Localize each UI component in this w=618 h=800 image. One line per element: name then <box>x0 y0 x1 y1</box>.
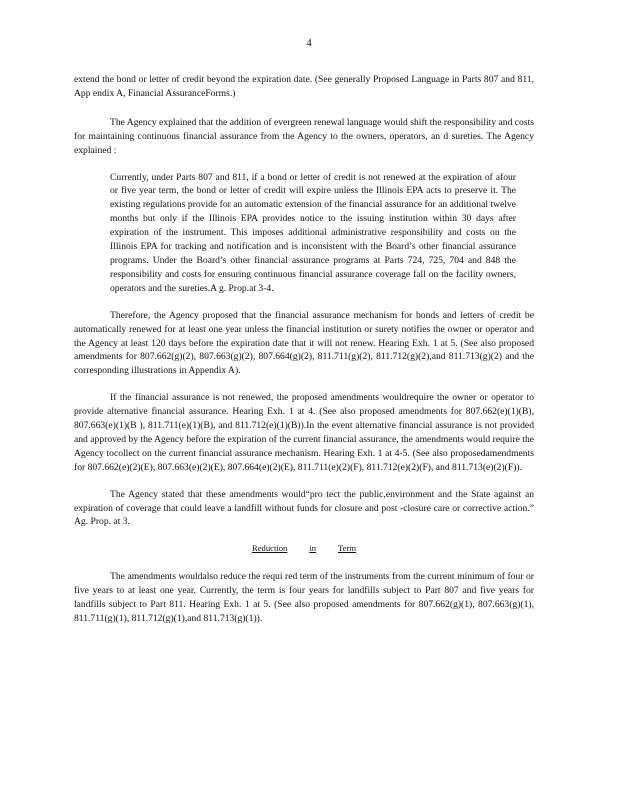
paragraph-alternative-assurance: If the financial assurance is not renewed, the proposed amendments wouldrequire the owner or operator to provide alternative financial assurance. Hearing Exh. 1 at 4. (See also proposed amendments for 807.662(e)(1)(B), 807.663(e)(1)(B ), 811.711(e)(1)(B), and 811.712(e)(1)(B)).In the event alternative financial assurance is not provided and approved by the Agency before the expiration of the current financial assurance, the amendments would require the Agency tocollect on the current financial assurance mechanism. Hearing Exh. 1 at 4-5. (See also proposedamendments for 807.662(e)(2)(E), 807.663(e)(2)(E), 807.664(e)(2)(E), 811.711(e)(2)(F), 811.712(e)(2)(F), and 811.713(e)(2)(F)). <box>74 392 534 473</box>
document-body <box>74 73 534 639</box>
paragraph-evergreen-explanation: The Agency explained that the addition of evergreen renewal language would shift the responsibility and costs for maintaining continuous financial assurance from the Agency to the owners, operators, an d sureties. The Agency explained : <box>74 116 534 156</box>
block-quote-agency-proposal: Currently, under Parts 807 and 811, if a bond or letter of credit is not renewed at the expiration of afour or five year term, the bond or letter of credit will expire unless the Illinois EPA acts to preserve it. The existing regulations provide for an automatic extension of the financial assurance for an additional twelve months but only if the Illinois EPA provides notice to the issuing institution within 30 days after expiration of the instrument. This imposes additional administrative responsibility and costs on the Illinois EPA for tracking and notification and is inconsistent with the Board’s other financial assurance programs. Under the Board’s other financial assurance programs at Parts 724, 725, 704 and 848 the responsibility and costs for ensuring continuous financial assurance coverage fall on the facility owners, operators and the sureties.A g. Prop.at 3-4. <box>110 171 516 294</box>
heading-word-reduction: Reduction <box>251 543 288 554</box>
paragraph-continuation: extend the bond or letter of credit beyond the expiration date. (See generally Proposed Language in Parts 807 and 811, App endix A, Financial AssuranceForms.) <box>74 74 534 99</box>
heading-word-in: in <box>309 543 316 554</box>
paragraph-automatic-renewal: Therefore, the Agency proposed that the financial assurance mechanism for bonds and letters of credit be automatically renewed for at least one year unless the financial institution or surety notifies the owner or operator and the Agency at least 120 days before the expiration date that it will not renew. Hearing Exh. 1 at 5. (See also proposed amendments for 807.662(g)(2), 807.663(g)(2), 807.664(g)(2), 811.711(g)(2), 811.712(g)(2),and 811.713(g)(2) and the corresponding illustrations in Appendix A). <box>74 309 534 377</box>
page-number: 4 <box>306 37 312 49</box>
paragraph-term-reduction: The amendments wouldalso reduce the requi red term of the instruments from the current minimum of four or five years to at least one year. Currently, the term is four years for landfills subject to Part 807 and five years for landfills subject to Part 811. Hearing Exh. 1 at 5. (See also proposed amendments for 807.662(g)(1), 807.663(g)(1), 811.711(g)(1), 811.712(g)(1),and 811.713(g)(1)). <box>74 571 534 624</box>
section-heading-reduction-in-term <box>74 542 534 556</box>
paragraph-agency-statement: The Agency stated that these amendments would“pro tect the public,environment and the State against an expiration of coverage that could leave a landfill without funds for closure and post -closure care or corrective action.” Ag. Prop. at 3. <box>74 488 534 528</box>
heading-word-term: Term <box>338 543 357 554</box>
